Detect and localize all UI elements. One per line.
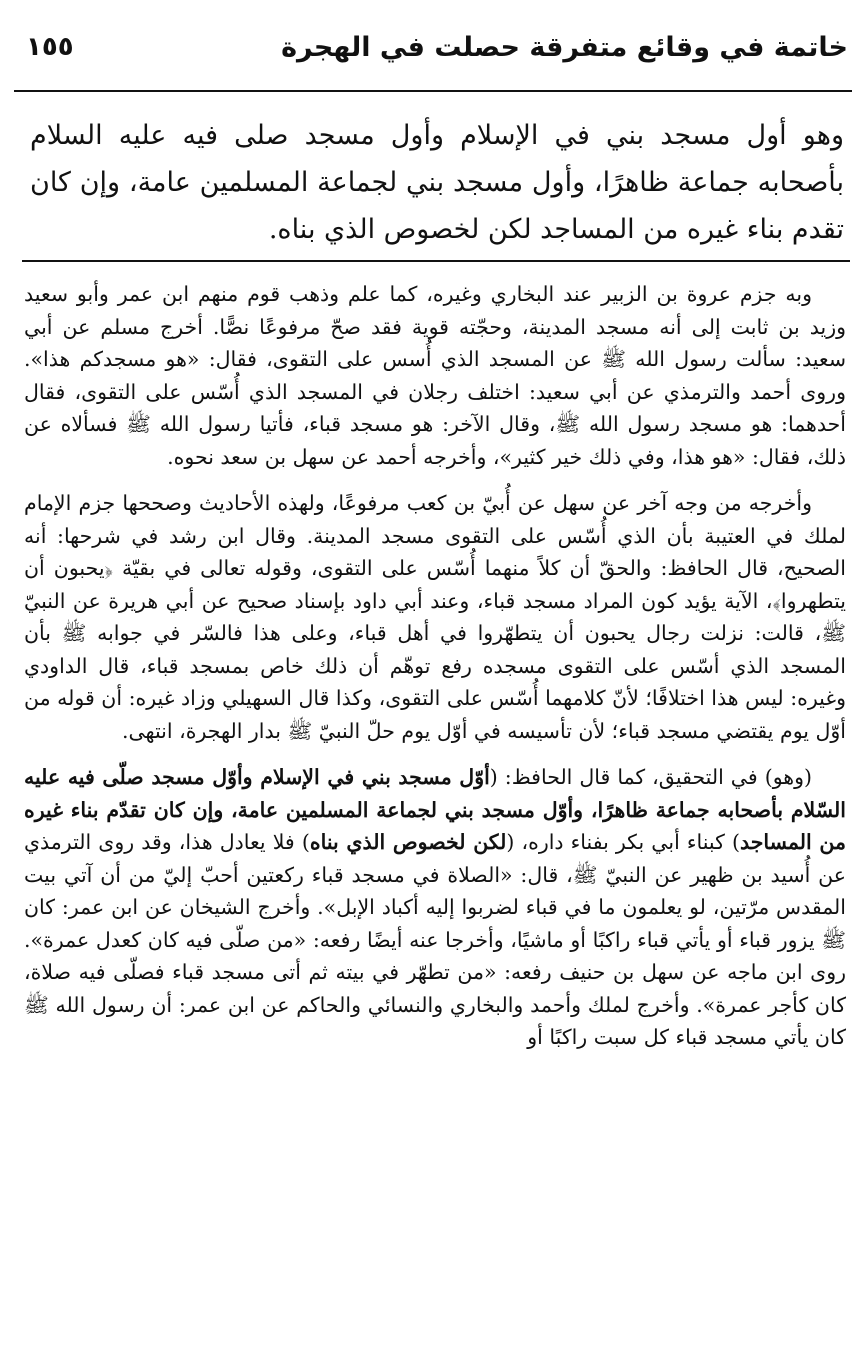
paragraph-3-lead: (وهو) في التحقيق، كما قال الحافظ: (	[489, 765, 812, 789]
quoted-matn-bold-1: أوّل مسجد بني في الإسلام وأوّل مسجد صلّى فيه عليه السّلام بأصحابه جماعة ظاهرًا، وأوّل مسجد بني لجماعة المسلمين عامة، وإن كان تقدّم بناء غيره من المساجد	[24, 765, 847, 854]
running-head	[20, 32, 848, 82]
paragraph-3-rest: ) فلا يعادل هذا، وقد روى الترمذي عن أُسيد بن ظهير عن النبيّ ﷺ، قال: «الصلاة في مسجد قباء ركعتين أحبّ إليّ من أن آتي بيت المقدس مرّتين، لو يعلمون ما في قباء لضربوا إليه أكباد الإبل». وأخرج الشيخان عن ابن عمر: كان ﷺ يزور قباء أو يأتي قباء راكبًا أو ماشيًا، وأخرجا عنه أيضًا رفعه: «من صلّى فيه كان كعدل عمرة». روى ابن ماجه عن سهل بن حنيف رفعه: «من تطهّر في بيته ثم أتى مسجد قباء فصلّى فيه صلاة، كان كأجر عمرة». وأخرج لملك وأحمد والبخاري والنسائي والحاكم عن ابن عمر: أن رسول الله ﷺ كان يأتي مسجد قباء كل سبت راكبًا أو	[24, 830, 846, 1049]
commentary-paragraph-1: وبه جزم عروة بن الزبير عند البخاري وغيره، كما علم وذهب قوم منهم ابن عمر وأبو سعيد وزيد بن ثابت إلى أنه مسجد المدينة، وحجّته قوية فقد صحّ مرفوعًا نصًّا. أخرج مسلم عن أبي سعيد: سألت رسول الله ﷺ عن المسجد الذي أُسس على التقوى، فقال: «هو مسجدكم هذا». وروى أحمد والترمذي عن أبي سعيد: اختلف رجلان في المسجد الذي أُسّس على التقوى، فقال أحدهما: هو مسجد رسول الله ﷺ، وقال الآخر: هو مسجد قباء، فأتيا رسول الله ﷺ فسألاه عن ذلك، فقال: «هو هذا، وفي ذلك خير كثير»، وأخرجه أحمد عن سهل بن سعد نحوه.	[24, 282, 846, 469]
paragraph-3-middle: ) كبناء أبي بكر بفناء داره، (	[506, 830, 740, 854]
page-number: ١٥٥	[26, 32, 74, 62]
quoted-matn-bold-2: لكن لخصوص الذي بناه	[309, 830, 507, 854]
commentary-paragraph-3	[24, 761, 846, 1054]
commentary-paragraph-2: وأخرجه من وجه آخر عن سهل عن أُبيّ بن كعب مرفوعًا، ولهذه الأحاديث وصححها جزم الإمام لملك في العتيبة بأن الذي أُسّس على التقوى مسجد المدينة. وقال ابن رشد في شرحها: أنه الصحيح، قال الحافظ: والحقّ أن كلاً منهما أُسّس على التقوى، وقوله تعالى في بقيّة ﴿يحبون أن يتطهروا﴾، الآية يؤيد كون المراد مسجد قباء، وعند أبي داود بإسناد صحيح عن أبي هريرة عن النبيّ ﷺ، قالت: نزلت رجال يحبون أن يتطهّروا في أهل قباء، وعلى هذا فالسّر في جوابه ﷺ بأن المسجد الذي أسّس على التقوى مسجده رفع توهّم أن ذلك خاص بمسجد قباء، قال الداودي وغيره: ليس هذا اختلافًا؛ لأنّ كلامهما أُسّس على التقوى، وكذا قال السهيلي وزاد غيره: أن قوله من أوّل يوم يقتضي مسجد قباء؛ لأن تأسيسه في أوّل يوم حلّ النبيّ ﷺ بدار الهجرة، انتهى.	[24, 491, 846, 743]
header-rule	[14, 90, 852, 92]
main-text: وهو أول مسجد بني في الإسلام وأول مسجد صلى فيه عليه السلام بأصحابه جماعة ظاهرًا، وأول مسجد بني لجماعة المسلمين عامة، وإن كان تقدم بناء غيره من المساجد لكن لخصوص الذي بناه.	[30, 120, 844, 245]
commentary	[24, 278, 846, 1054]
running-title: خاتمة في وقائع متفرقة حصلت في الهجرة	[281, 32, 848, 63]
text-separator-rule	[22, 260, 850, 262]
